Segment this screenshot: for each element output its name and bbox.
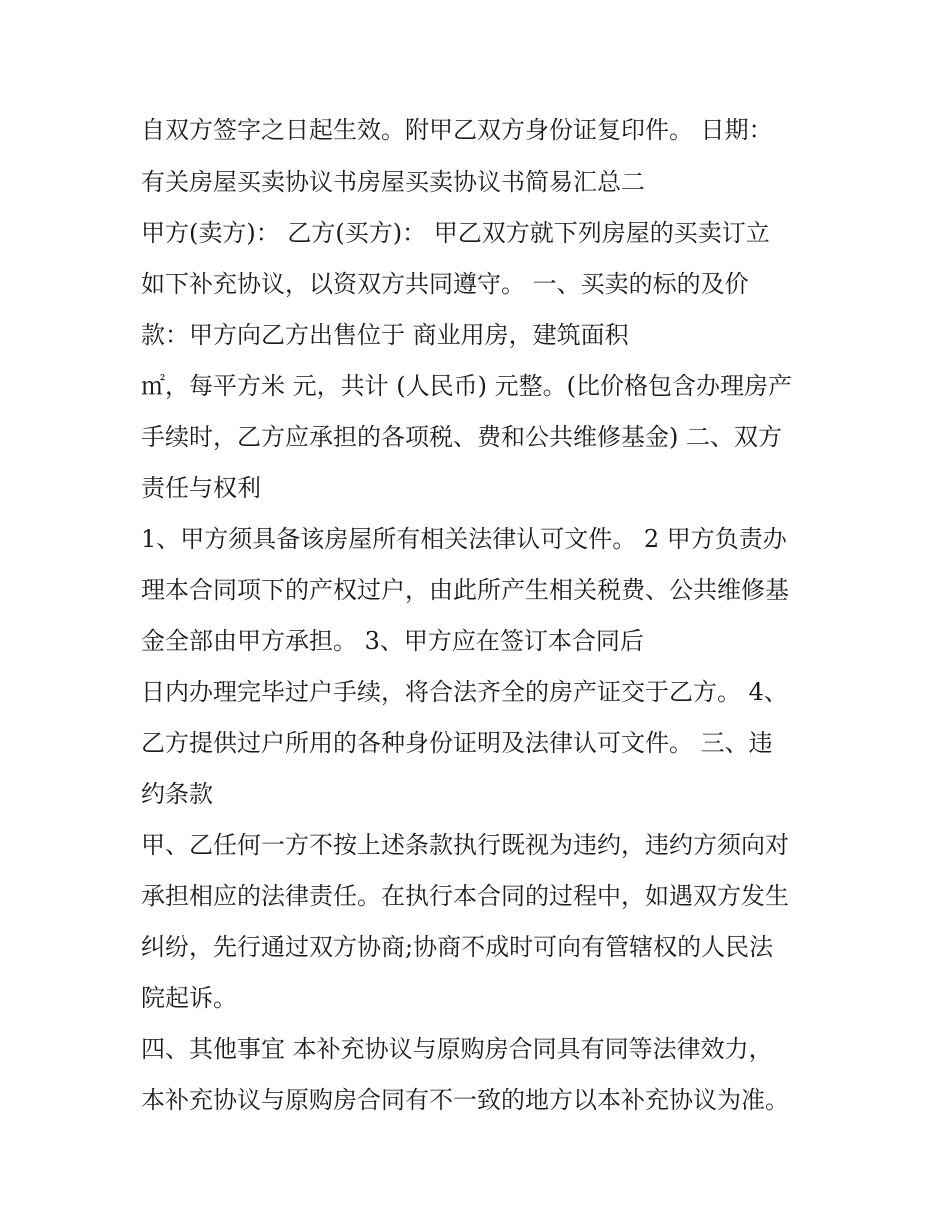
text-line: 日内办理完毕过户手续，将合法齐全的房产证交于乙方。 4、 xyxy=(141,678,788,706)
text-line: 理本合同项下的产权过户，由此所产生相关税费、公共维修基 xyxy=(141,576,789,604)
text-line: 如下补充协议，以资双方共同遵守。 一、买卖的标的及价 xyxy=(141,270,749,298)
text-line: 金全部由甲方承担。 3、甲方应在签订本合同后 xyxy=(141,627,644,655)
text-line: 四、其他事宜 本补充协议与原购房合同具有同等法律效力， xyxy=(141,1035,773,1063)
text-line: 纠纷，先行通过双方协商;协商不成时可向有管辖权的人民法 xyxy=(141,933,774,961)
text-line: 款：甲方向乙方出售位于 商业用房，建筑面积 xyxy=(141,321,629,349)
text-line: 承担相应的法律责任。在执行本合同的过程中，如遇双方发生 xyxy=(141,882,789,910)
text-line: 约条款 xyxy=(141,780,213,808)
text-line: 责任与权利 xyxy=(141,474,261,502)
text-line: 甲、乙任何一方不按上述条款执行既视为违约，违约方须向对 xyxy=(141,831,789,859)
text-line: 甲方(卖方)： 乙方(买方)： 甲乙双方就下列房屋的买卖订立 xyxy=(141,219,770,247)
text-line: 院起诉。 xyxy=(141,984,237,1012)
text-line: 乙方提供过户所用的各种身份证明及法律认可文件。 三、违 xyxy=(141,729,773,757)
text-line: 手续时，乙方应承担的各项税、费和公共维修基金) 二、双方 xyxy=(141,423,782,451)
text-line: ㎡，每平方米 元，共计 (人民币) 元整。(比价格包含办理房产 xyxy=(141,372,792,400)
text-line: 自双方签字之日起生效。附甲乙双方身份证复印件。 日期： xyxy=(141,116,773,144)
text-line: 有关房屋买卖协议书房屋买卖协议书简易汇总二 xyxy=(141,168,645,196)
text-line: 本补充协议与原购房合同有不一致的地方以本补充协议为准。 xyxy=(141,1086,789,1114)
text-line: 1、甲方须具备该房屋所有相关法律认可文件。 2 甲方负责办 xyxy=(141,525,787,553)
